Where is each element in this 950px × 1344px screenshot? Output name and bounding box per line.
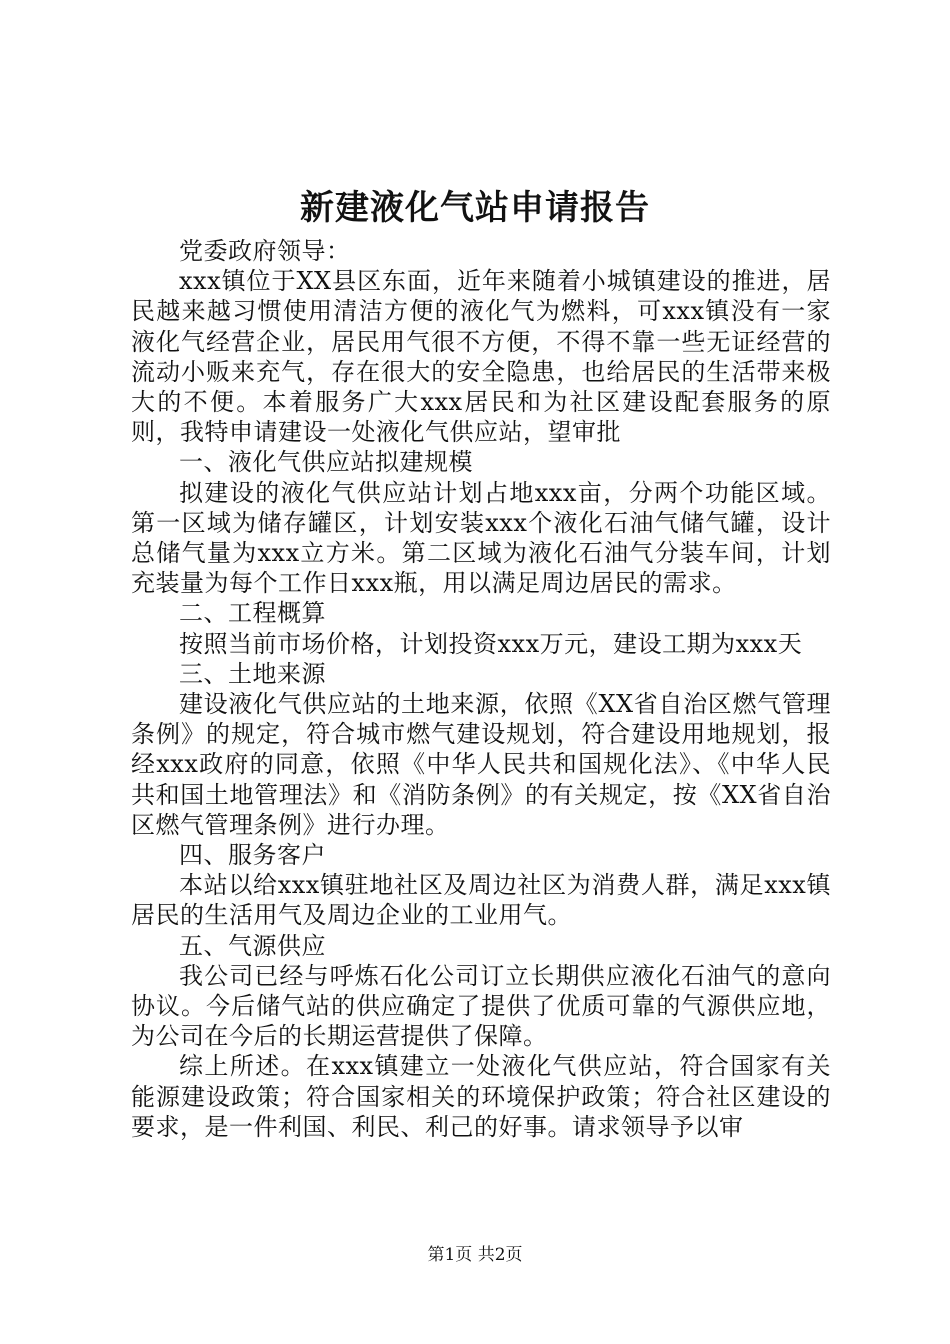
paragraph-land: 建设液化气供应站的土地来源，依照《XX省自治区燃气管理条例》的规定，符合城市燃气建设规划，符合建设用地规划，报经xxx政府的同意，依照《中华人民共和国规化法》、《中华人民共和国土地管理法》和《消防条例》的有关规定，按《XX省自治区燃气管理条例》进行办理。 (131, 690, 831, 839)
paragraph-conclusion: 综上所述。在xxx镇建立一处液化气供应站，符合国家有关能源建设政策；符合国家相关的环境保护政策；符合社区建设的要求，是一件利国、利民、利己的好事。请求领导予以审 (131, 1052, 831, 1141)
paragraph-supply: 我公司已经与呼炼石化公司订立长期供应液化石油气的意向协议。今后储气站的供应确定了提供了优质可靠的气源供应地，为公司在今后的长期运营提供了保障。 (131, 961, 831, 1051)
paragraph-intro: xxx镇位于XX县区东面，近年来随着小城镇建设的推进，居民越来越习惯使用清洁方便的液化气为燃料，可xxx镇没有一家液化气经营企业，居民用气很不方便，不得不靠一些无证经营的流动小贩来充气，存在很大的安全隐患，也给居民的生活带来极大的不便。本着服务广大xxx居民和为社区建设配套服务的原则，我特申请建设一处液化气供应站，望审批 (131, 267, 831, 447)
section-heading-3: 三、土地来源 (179, 659, 326, 688)
salutation: 党委政府领导： (179, 237, 351, 265)
section-heading-1: 一、液化气供应站拟建规模 (179, 448, 473, 477)
page-footer: 第1页 共2页 (427, 1245, 523, 1265)
section-heading-5: 五、气源供应 (179, 931, 326, 960)
paragraph-scale: 拟建设的液化气供应站计划占地xxx亩，分两个功能区域。第一区域为储存罐区，计划安装xxx个液化石油气储气罐，设计总储气量为xxx立方米。第二区域为液化石油气分装车间，计划充装量为每个工作日xxx瓶，用以满足周边居民的需求。 (131, 478, 831, 598)
document-body (131, 236, 831, 1142)
document-title: 新建液化气站申请报告 (300, 188, 650, 228)
section-heading-4: 四、服务客户 (179, 841, 326, 870)
paragraph-budget: 按照当前市场价格，计划投资xxx万元，建设工期为xxx天 (179, 629, 803, 658)
section-heading-2: 二、工程概算 (179, 599, 326, 628)
paragraph-customers: 本站以给xxx镇驻地社区及周边社区为消费人群，满足xxx镇居民的生活用气及周边企业的工业用气。 (131, 871, 831, 930)
